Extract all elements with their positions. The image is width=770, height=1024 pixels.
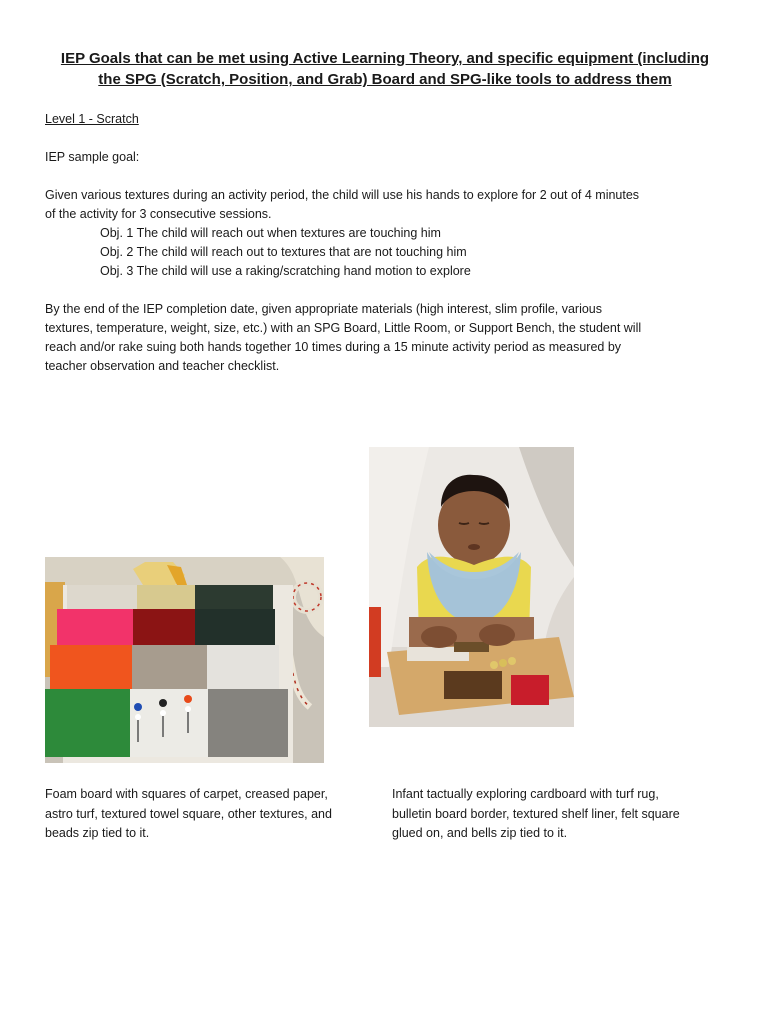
caption-line: bulletin board border, textured shelf liner, felt square [392, 806, 680, 821]
objective-item: Obj. 1 The child will reach out when textures are touching him [100, 226, 441, 240]
infant-photo [369, 447, 574, 727]
completion-line: reach and/or rake suing both hands together 10 times during a 15 minute activity period as measured by [45, 340, 622, 354]
foam-board-photo [45, 557, 324, 763]
objective-item: Obj. 3 The child will use a raking/scratching hand motion to explore [100, 264, 471, 278]
goal-line: of the activity for 3 consecutive sessions. [45, 207, 272, 221]
completion-goal [45, 300, 725, 376]
objective-item: Obj. 2 The child will reach out to textures that are not touching him [100, 245, 467, 259]
caption-line: beads zip tied to it. [45, 826, 150, 840]
level-heading: Level 1 - Scratch [45, 112, 139, 126]
title-line-1: IEP Goals that can be met using Active Learning Theory, and specific equipment (including [60, 50, 710, 67]
title-line-2: the SPG (Scratch, Position, and Grab) Board and SPG-like tools to address them [98, 71, 672, 88]
goal-text [45, 186, 725, 281]
completion-line: textures, temperature, weight, size, etc.) with an SPG Board, Little Room, or Support Bench, the student will [45, 321, 642, 335]
goal-label: IEP sample goal: [45, 150, 140, 164]
caption-line: Foam board with squares of carpet, creased paper, [45, 787, 328, 801]
goal-line: Given various textures during an activity period, the child will use his hands to explore for 2 out of 4 minutes [45, 188, 640, 202]
caption-infant [392, 785, 742, 844]
caption-foam-board [45, 785, 385, 844]
completion-line: By the end of the IEP completion date, given appropriate materials (high interest, slim profile, various [45, 302, 603, 316]
caption-line: Infant tactually exploring cardboard with turf rug, [392, 787, 659, 801]
document-title [40, 48, 730, 90]
completion-line: teacher observation and teacher checklist. [45, 359, 280, 373]
caption-line: glued on, and bells zip tied to it. [392, 826, 568, 840]
caption-line: astro turf, textured towel square, other textures, and [45, 806, 332, 821]
